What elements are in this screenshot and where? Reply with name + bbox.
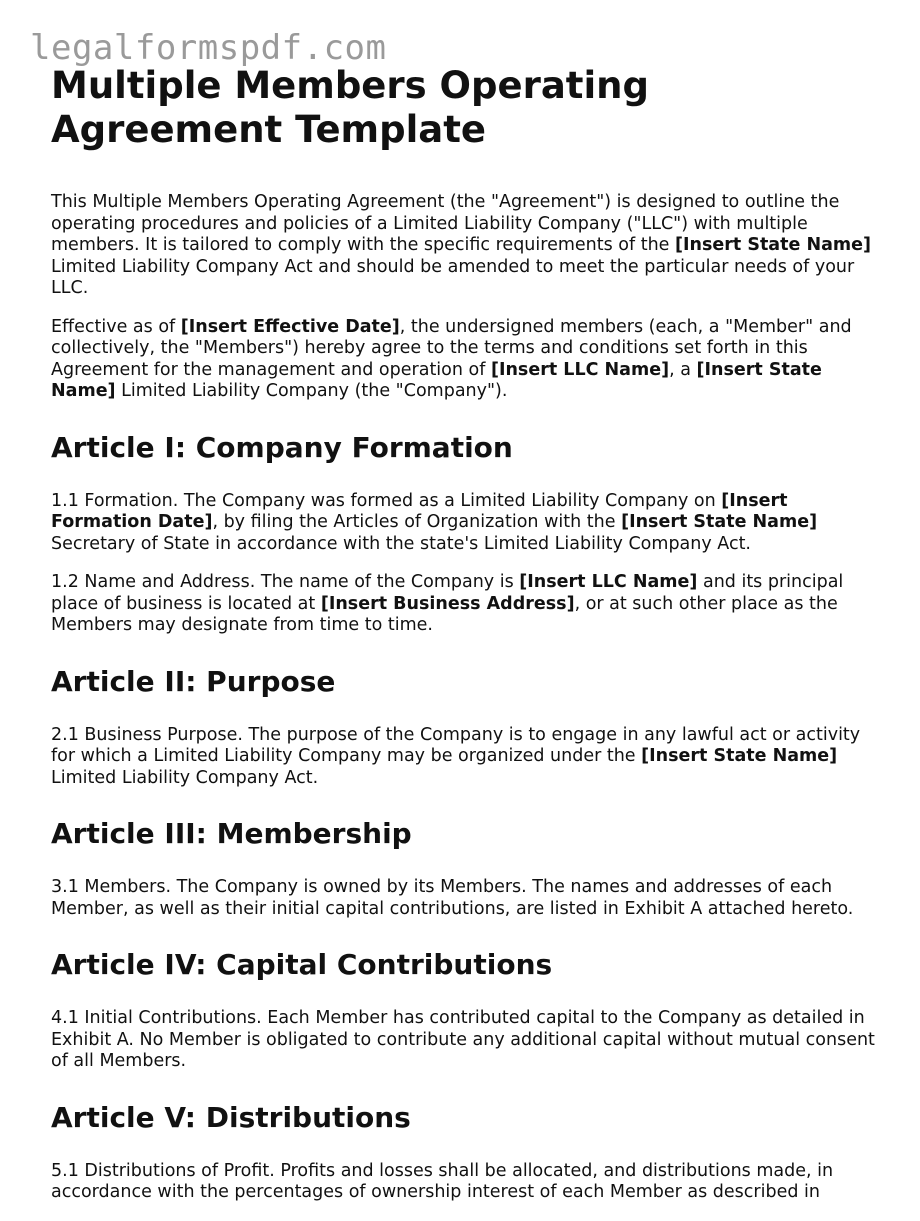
article-4-heading: Article IV: Capital Contributions: [51, 948, 553, 981]
article-3-heading: Article III: Membership: [51, 817, 412, 850]
section-4-1: 4.1 Initial Contributions. Each Member has contributed capital to the Company as detailed in Exhibit A. No Member is obligated to contribute any additional capital without mutual consent of all Members.: [51, 1008, 875, 1071]
intro-paragraph-2: Effective as of [Insert Effective Date], the undersigned members (each, a "Member" and collectively, the "Members") hereby agree to the terms and conditions set forth in this Agreement for the management and operation of [Insert LLC Name], a [Insert State Name] Limited Liability Company (the "Company").: [51, 316, 852, 401]
intro-paragraph-1: This Multiple Members Operating Agreement (the "Agreement") is designed to outline the operating procedures and policies of a Limited Liability Company ("LLC") with multiple members. It is tailored to comply with the specific requirements of the [Insert State Name] Limited Liability Company Act and should be amended to meet the particular needs of your LLC.: [51, 192, 872, 298]
article-1-heading: Article I: Company Formation: [51, 430, 513, 464]
document-body: [51, 64, 881, 1221]
article-5-heading: Article V: Distributions: [51, 1100, 411, 1134]
section-3-1: 3.1 Members. The Company is owned by its Members. The names and addresses of each Member, as well as their initial capital contributions, are listed in Exhibit A attached hereto.: [51, 877, 854, 919]
article-2-heading: Article II: Purpose: [51, 664, 336, 698]
section-1-2: 1.2 Name and Address. The name of the Company is [Insert LLC Name] and its principal place of business is located at [Insert Business Address], or at such other place as the Members may designate from time to time.: [51, 572, 844, 635]
section-1-1: 1.1 Formation. The Company was formed as a Limited Liability Company on [Insert Formation Date], by filing the Articles of Organization with the [Insert State Name] Secretary of State in accordance with the state's Limited Liability Company Act.: [51, 490, 818, 554]
section-2-1: 2.1 Business Purpose. The purpose of the Company is to engage in any lawful act or activity for which a Limited Liability Company may be organized under the [Insert State Name] Limited Liability Company Act.: [51, 724, 861, 788]
watermark: legalformspdf.com: [30, 28, 387, 68]
document-title: Multiple Members Operating Agreement Template: [51, 64, 649, 151]
section-5-1: 5.1 Distributions of Profit. Profits and losses shall be allocated, and distributions made, in accordance with the percentages of ownership interest of each Member as described in: [51, 1160, 834, 1202]
